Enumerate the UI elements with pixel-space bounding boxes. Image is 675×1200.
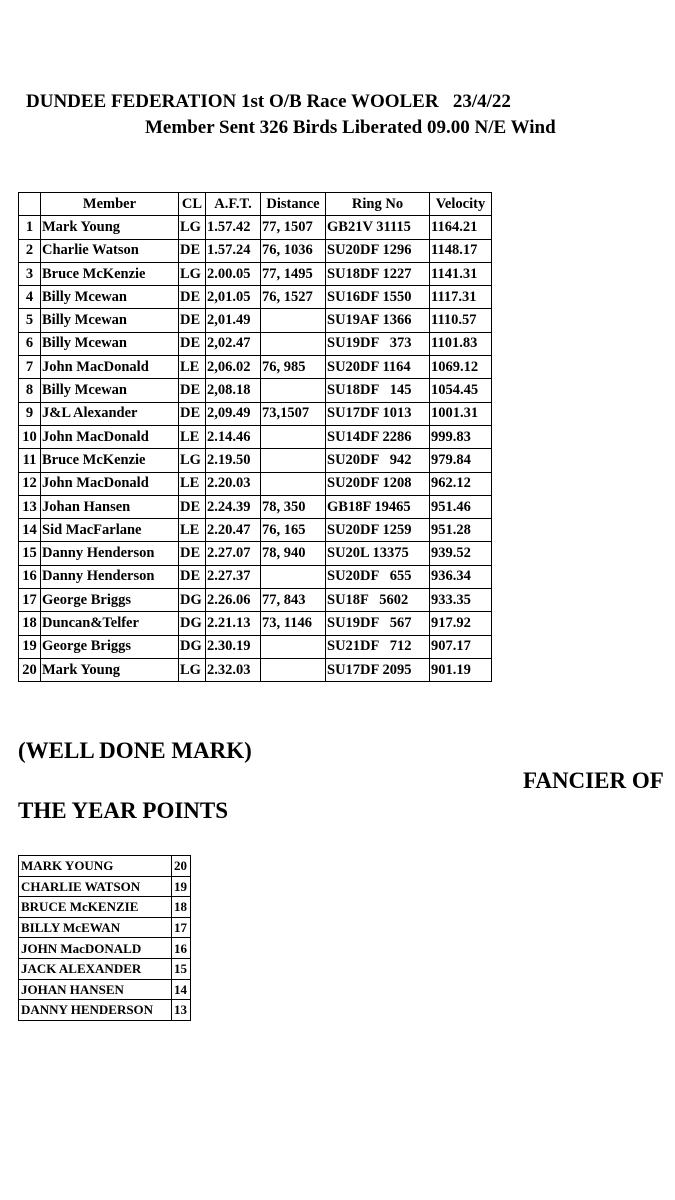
points-row [19, 958, 191, 979]
velocity-cell: 1101.83 [430, 332, 492, 355]
aft-cell: 2.19.50 [206, 449, 261, 472]
position-cell: 5 [19, 309, 41, 332]
cl-cell: LE [179, 472, 206, 495]
aft-cell: 1.57.24 [206, 239, 261, 262]
points-cell: 20 [172, 856, 191, 877]
ring-no-cell: SU21DF 712 [326, 635, 430, 658]
cl-cell: LG [179, 216, 206, 239]
position-cell: 14 [19, 519, 41, 542]
well-done-note: (WELL DONE MARK) [18, 738, 252, 763]
velocity-cell: 933.35 [430, 589, 492, 612]
velocity-cell: 907.17 [430, 635, 492, 658]
cl-cell: DE [179, 309, 206, 332]
ring-no-cell: SU18DF 1227 [326, 262, 430, 285]
cl-cell: DE [179, 239, 206, 262]
aft-cell: 2.24.39 [206, 495, 261, 518]
member-cell: Danny Henderson [41, 565, 179, 588]
column-header-velocity: Velocity [430, 193, 492, 216]
position-cell: 4 [19, 286, 41, 309]
member-cell: Billy Mcewan [41, 379, 179, 402]
velocity-cell: 951.28 [430, 519, 492, 542]
column-header-cl: CL [179, 193, 206, 216]
ring-no-cell: SU18F 5602 [326, 589, 430, 612]
member-cell: Danny Henderson [41, 542, 179, 565]
member-cell: John MacDonald [41, 472, 179, 495]
position-cell: 9 [19, 402, 41, 425]
column-header-distance: Distance [261, 193, 326, 216]
ring-no-cell: GB21V 31115 [326, 216, 430, 239]
table-row [19, 356, 492, 379]
fancier-name-cell: JOHN MacDONALD [19, 938, 172, 959]
member-cell: Billy Mcewan [41, 332, 179, 355]
velocity-cell: 917.92 [430, 612, 492, 635]
aft-cell: 2.27.37 [206, 565, 261, 588]
column-header-aft: A.F.T. [206, 193, 261, 216]
member-cell: Mark Young [41, 658, 179, 681]
velocity-cell: 962.12 [430, 472, 492, 495]
member-cell: Billy Mcewan [41, 286, 179, 309]
points-row [19, 979, 191, 1000]
aft-cell: 2.20.47 [206, 519, 261, 542]
cl-cell: DE [179, 286, 206, 309]
cl-cell: DG [179, 612, 206, 635]
distance-cell [261, 565, 326, 588]
table-row [19, 309, 492, 332]
points-row [19, 876, 191, 897]
fancier-name-cell: JOHAN HANSEN [19, 979, 172, 1000]
velocity-cell: 936.34 [430, 565, 492, 588]
cl-cell: DE [179, 542, 206, 565]
ring-no-cell: SU20DF 1259 [326, 519, 430, 542]
cl-cell: LE [179, 356, 206, 379]
points-cell: 14 [172, 979, 191, 1000]
table-row [19, 425, 492, 448]
position-cell: 19 [19, 635, 41, 658]
distance-cell [261, 309, 326, 332]
distance-cell: 77, 843 [261, 589, 326, 612]
results-header-row [19, 193, 492, 216]
member-cell: George Briggs [41, 589, 179, 612]
member-cell: Bruce McKenzie [41, 262, 179, 285]
points-cell: 18 [172, 897, 191, 918]
velocity-cell: 1148.17 [430, 239, 492, 262]
points-body [19, 856, 191, 1021]
ring-no-cell: GB18F 19465 [326, 495, 430, 518]
cl-cell: LG [179, 658, 206, 681]
position-cell: 15 [19, 542, 41, 565]
member-cell: Johan Hansen [41, 495, 179, 518]
distance-cell [261, 635, 326, 658]
member-cell: Sid MacFarlane [41, 519, 179, 542]
distance-cell: 76, 1527 [261, 286, 326, 309]
velocity-cell: 1069.12 [430, 356, 492, 379]
position-cell: 7 [19, 356, 41, 379]
distance-cell: 73, 1146 [261, 612, 326, 635]
member-cell: J&L Alexander [41, 402, 179, 425]
ring-no-cell: SU14DF 2286 [326, 425, 430, 448]
table-row [19, 542, 492, 565]
cl-cell: LE [179, 425, 206, 448]
distance-cell: 73,1507 [261, 402, 326, 425]
cl-cell: LG [179, 262, 206, 285]
distance-cell [261, 658, 326, 681]
ring-no-cell: SU17DF 2095 [326, 658, 430, 681]
ring-no-cell: SU19DF 567 [326, 612, 430, 635]
member-cell: Bruce McKenzie [41, 449, 179, 472]
points-cell: 19 [172, 876, 191, 897]
points-cell: 16 [172, 938, 191, 959]
aft-cell: 2.26.06 [206, 589, 261, 612]
year-points-heading: THE YEAR POINTS [18, 798, 229, 823]
ring-no-cell: SU19DF 373 [326, 332, 430, 355]
table-row [19, 495, 492, 518]
distance-cell: 78, 940 [261, 542, 326, 565]
ring-no-cell: SU20L 13375 [326, 542, 430, 565]
ring-no-cell: SU20DF 1296 [326, 239, 430, 262]
points-row [19, 917, 191, 938]
velocity-cell: 999.83 [430, 425, 492, 448]
ring-no-cell: SU20DF 655 [326, 565, 430, 588]
aft-cell: 2,02.47 [206, 332, 261, 355]
velocity-cell: 1110.57 [430, 309, 492, 332]
column-header-position [19, 193, 41, 216]
cl-cell: DE [179, 402, 206, 425]
distance-cell [261, 472, 326, 495]
position-cell: 8 [19, 379, 41, 402]
distance-cell [261, 379, 326, 402]
aft-cell: 2.30.19 [206, 635, 261, 658]
position-cell: 20 [19, 658, 41, 681]
velocity-cell: 901.19 [430, 658, 492, 681]
position-cell: 2 [19, 239, 41, 262]
aft-cell: 2.14.46 [206, 425, 261, 448]
points-cell: 15 [172, 958, 191, 979]
table-row [19, 449, 492, 472]
ring-no-cell: SU20DF 942 [326, 449, 430, 472]
points-cell: 17 [172, 917, 191, 938]
member-cell: Mark Young [41, 216, 179, 239]
aft-cell: 2.21.13 [206, 612, 261, 635]
member-cell: John MacDonald [41, 425, 179, 448]
results-table [18, 192, 492, 682]
cl-cell: DG [179, 635, 206, 658]
table-row [19, 612, 492, 635]
race-title: DUNDEE FEDERATION 1st O/B Race WOOLER 23/4/22 [26, 91, 511, 112]
distance-cell: 77, 1495 [261, 262, 326, 285]
distance-cell: 76, 1036 [261, 239, 326, 262]
ring-no-cell: SU19AF 1366 [326, 309, 430, 332]
position-cell: 16 [19, 565, 41, 588]
distance-cell [261, 425, 326, 448]
distance-cell: 78, 350 [261, 495, 326, 518]
fancier-name-cell: CHARLIE WATSON [19, 876, 172, 897]
cl-cell: DE [179, 332, 206, 355]
column-header-member: Member [41, 193, 179, 216]
fancier-name-cell: MARK YOUNG [19, 856, 172, 877]
velocity-cell: 979.84 [430, 449, 492, 472]
ring-no-cell: SU20DF 1164 [326, 356, 430, 379]
ring-no-cell: SU17DF 1013 [326, 402, 430, 425]
aft-cell: 2.20.03 [206, 472, 261, 495]
points-table [18, 855, 191, 1021]
table-row [19, 332, 492, 355]
distance-cell [261, 332, 326, 355]
aft-cell: 1.57.42 [206, 216, 261, 239]
member-cell: Charlie Watson [41, 239, 179, 262]
race-subtitle: Member Sent 326 Birds Liberated 09.00 N/E Wind [145, 117, 556, 138]
table-row [19, 402, 492, 425]
fancier-name-cell: BILLY McEWAN [19, 917, 172, 938]
velocity-cell: 1164.21 [430, 216, 492, 239]
ring-no-cell: SU16DF 1550 [326, 286, 430, 309]
position-cell: 10 [19, 425, 41, 448]
velocity-cell: 951.46 [430, 495, 492, 518]
position-cell: 1 [19, 216, 41, 239]
points-row [19, 938, 191, 959]
fancier-heading: FANCIER OF [523, 768, 664, 793]
member-cell: John MacDonald [41, 356, 179, 379]
points-row [19, 856, 191, 877]
cl-cell: LE [179, 519, 206, 542]
distance-cell [261, 449, 326, 472]
table-row [19, 262, 492, 285]
results-body [19, 216, 492, 682]
table-row [19, 216, 492, 239]
cl-cell: DE [179, 565, 206, 588]
table-row [19, 286, 492, 309]
cl-cell: LG [179, 449, 206, 472]
aft-cell: 2,08.18 [206, 379, 261, 402]
velocity-cell: 939.52 [430, 542, 492, 565]
position-cell: 11 [19, 449, 41, 472]
cl-cell: DE [179, 495, 206, 518]
points-cell: 13 [172, 1000, 191, 1021]
table-row [19, 635, 492, 658]
aft-cell: 2.27.07 [206, 542, 261, 565]
table-row [19, 519, 492, 542]
position-cell: 3 [19, 262, 41, 285]
aft-cell: 2,06.02 [206, 356, 261, 379]
points-row [19, 1000, 191, 1021]
position-cell: 17 [19, 589, 41, 612]
column-header-ring-no: Ring No [326, 193, 430, 216]
position-cell: 12 [19, 472, 41, 495]
fancier-name-cell: JACK ALEXANDER [19, 958, 172, 979]
table-row [19, 379, 492, 402]
distance-cell: 76, 165 [261, 519, 326, 542]
position-cell: 6 [19, 332, 41, 355]
distance-cell: 77, 1507 [261, 216, 326, 239]
position-cell: 18 [19, 612, 41, 635]
cl-cell: DE [179, 379, 206, 402]
velocity-cell: 1117.31 [430, 286, 492, 309]
aft-cell: 2,09.49 [206, 402, 261, 425]
ring-no-cell: SU20DF 1208 [326, 472, 430, 495]
member-cell: George Briggs [41, 635, 179, 658]
table-row [19, 565, 492, 588]
table-row [19, 589, 492, 612]
aft-cell: 2.32.03 [206, 658, 261, 681]
aft-cell: 2.00.05 [206, 262, 261, 285]
member-cell: Billy Mcewan [41, 309, 179, 332]
velocity-cell: 1001.31 [430, 402, 492, 425]
aft-cell: 2,01.49 [206, 309, 261, 332]
fancier-name-cell: BRUCE McKENZIE [19, 897, 172, 918]
position-cell: 13 [19, 495, 41, 518]
points-row [19, 897, 191, 918]
table-row [19, 239, 492, 262]
ring-no-cell: SU18DF 145 [326, 379, 430, 402]
aft-cell: 2,01.05 [206, 286, 261, 309]
velocity-cell: 1054.45 [430, 379, 492, 402]
table-row [19, 658, 492, 681]
table-row [19, 472, 492, 495]
member-cell: Duncan&Telfer [41, 612, 179, 635]
velocity-cell: 1141.31 [430, 262, 492, 285]
distance-cell: 76, 985 [261, 356, 326, 379]
cl-cell: DG [179, 589, 206, 612]
fancier-name-cell: DANNY HENDERSON [19, 1000, 172, 1021]
